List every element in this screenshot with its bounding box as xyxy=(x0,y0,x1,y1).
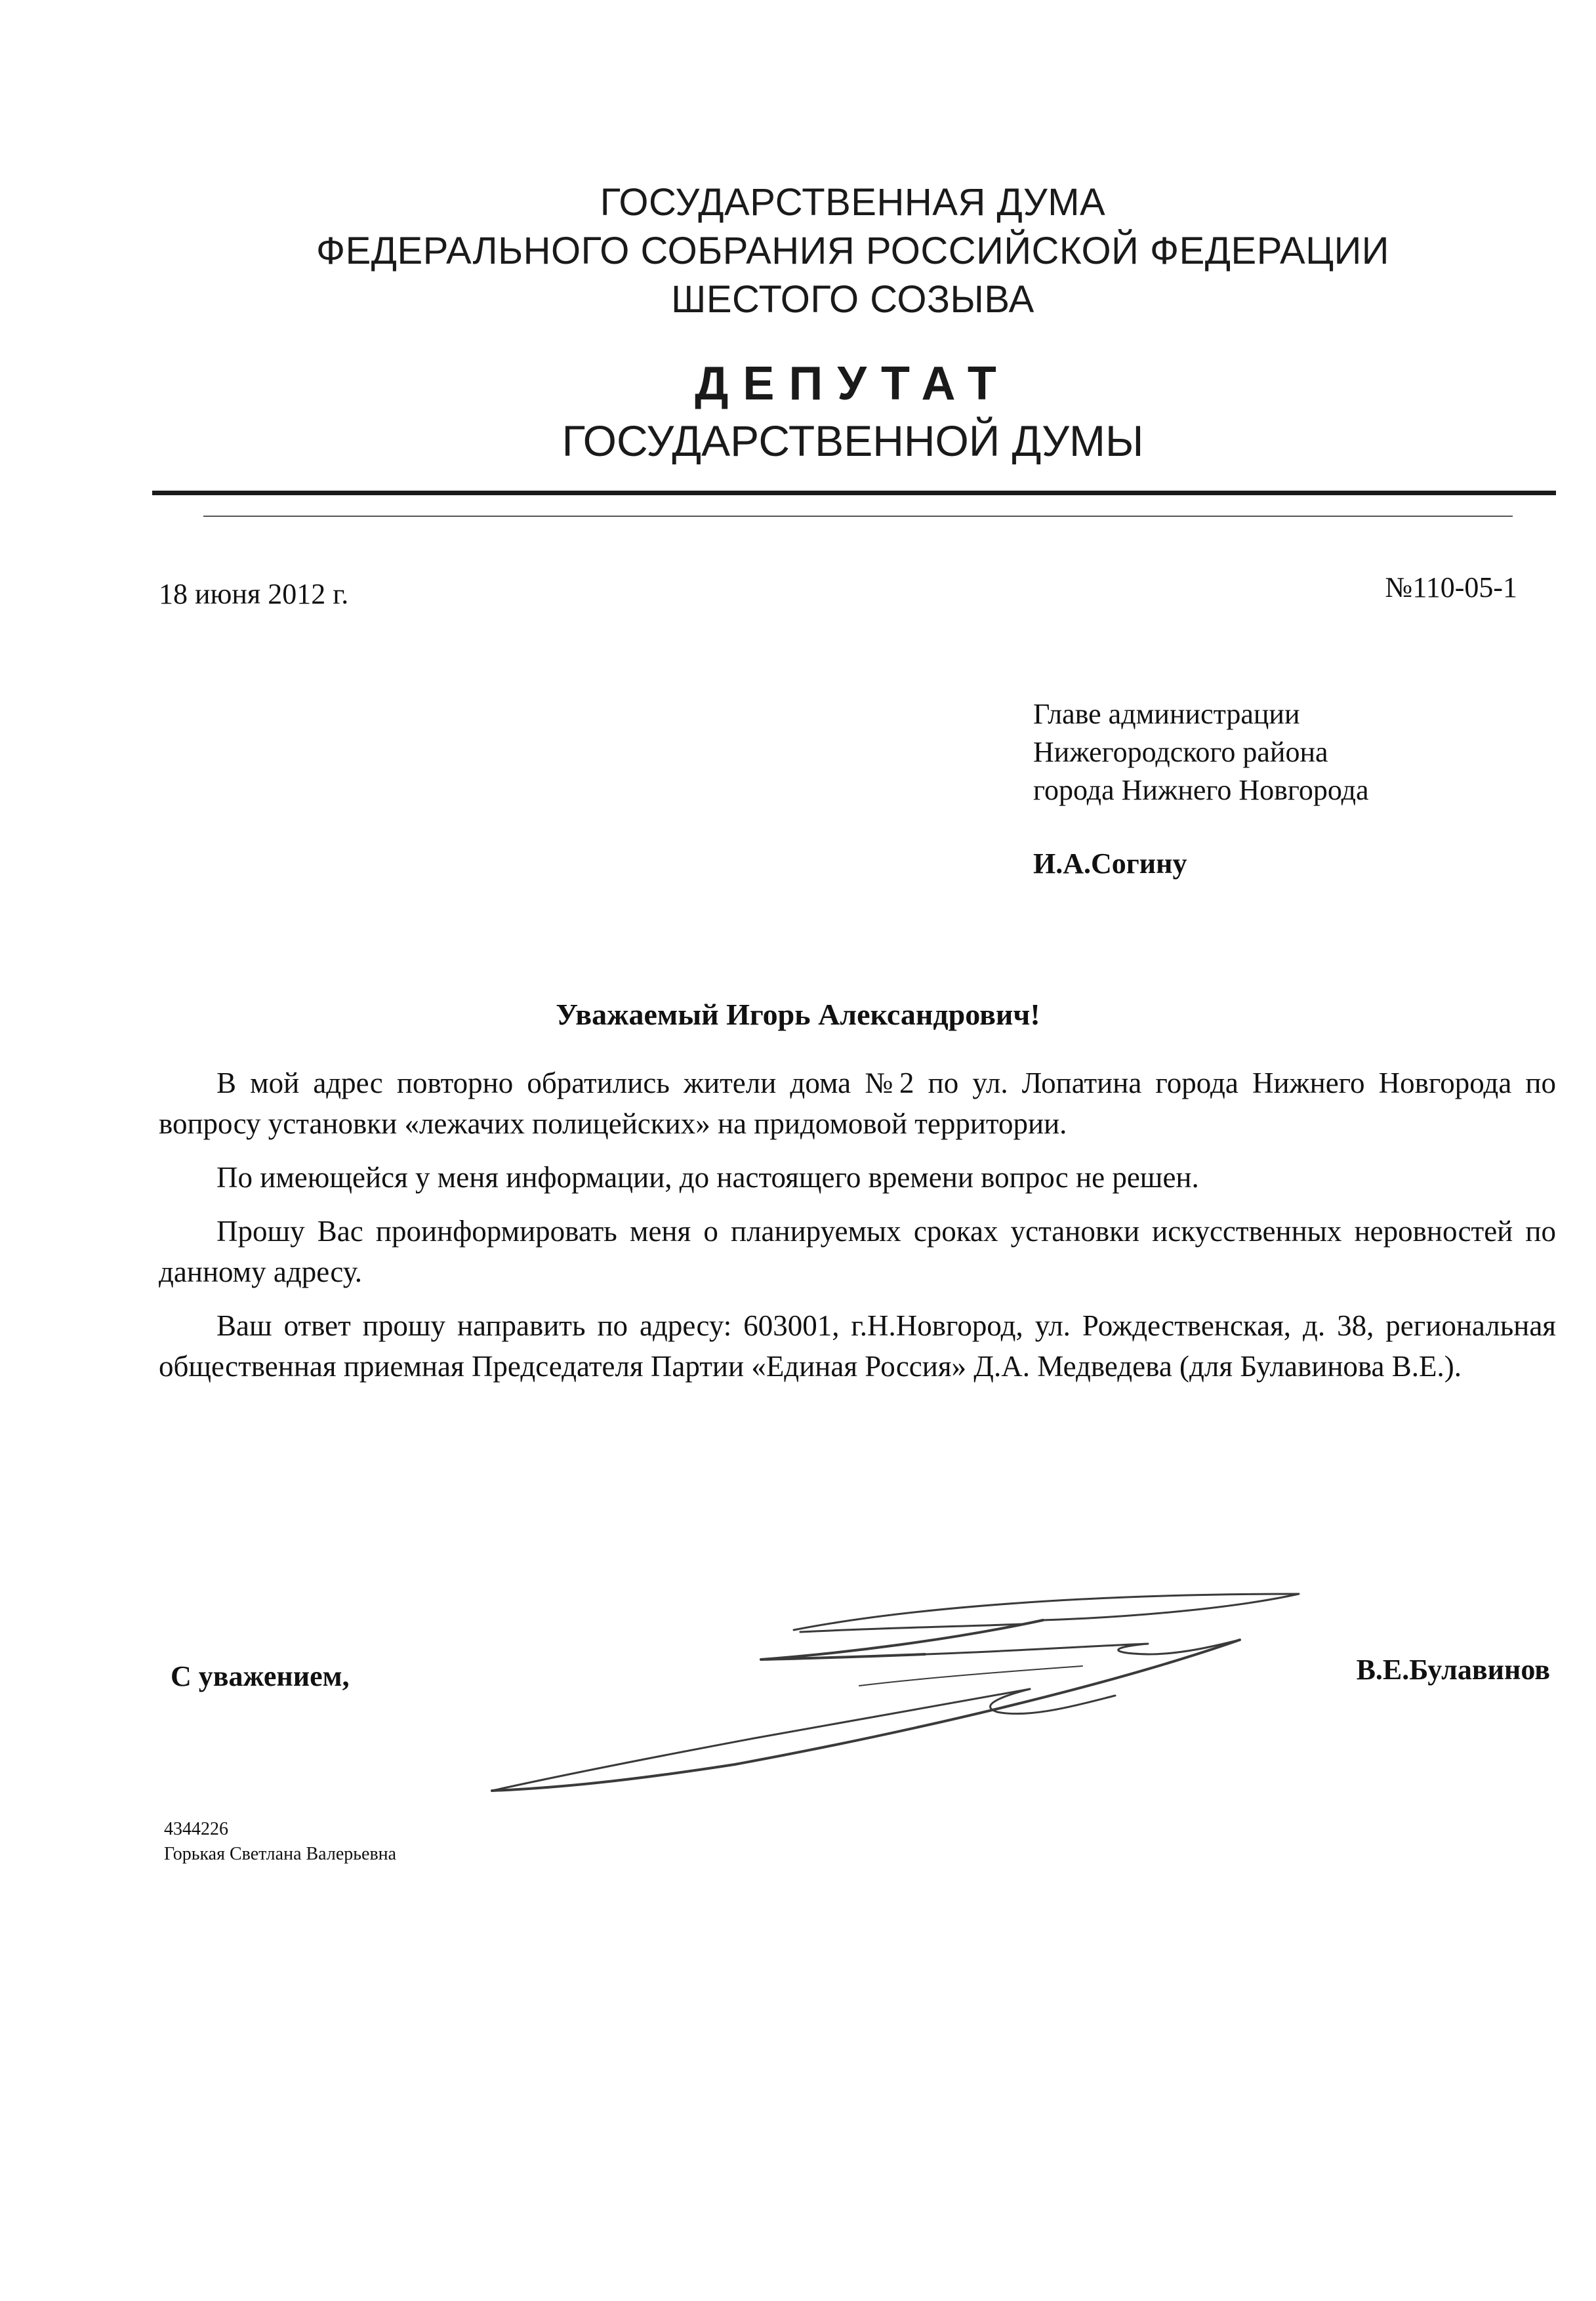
closing-regards: С уважением, xyxy=(171,1660,350,1692)
letterhead-deputy-title: ДЕПУТАТ xyxy=(695,357,1011,410)
letterhead-duma-title: ГОСУДАРСТВЕННОЙ ДУМЫ xyxy=(562,417,1144,465)
letterhead-spacer xyxy=(151,324,1555,354)
executor-name: Горькая Светлана Валерьевна xyxy=(164,1844,397,1864)
letter-number: №110-05-1 xyxy=(1385,571,1517,603)
body-paragraph-2: По имеющейся у меня информации, до настоящего времени вопрос не решен. xyxy=(216,1161,1199,1194)
letterhead-thick-rule xyxy=(152,491,1556,495)
salutation: Уважаемый Игорь Александрович! xyxy=(556,998,1040,1031)
executor-info xyxy=(164,1817,396,1867)
addressee-line-3: города Нижнего Новгорода xyxy=(1033,774,1369,806)
letterhead-line-3: ШЕСТОГО СОЗЫВА xyxy=(671,278,1034,321)
letterhead-line-2: ФЕДЕРАЛЬНОГО СОБРАНИЯ РОССИЙСКОЙ ФЕДЕРАЦИИ xyxy=(316,230,1389,272)
addressee-line-1: Главе администрации xyxy=(1033,698,1300,730)
addressee-block xyxy=(1033,695,1369,883)
body-paragraph-4: Ваш ответ прошу направить по адресу: 603001, г.Н.Новгород, ул. Рождественская, д. 38, региональная общественная приемная Председателя Партии «Единая Россия» Д.А. Медведева (для Булавинова В.Е.). xyxy=(159,1309,1556,1383)
letter-body xyxy=(159,1063,1556,1400)
letterhead-line-1: ГОСУДАРСТВЕННАЯ ДУМА xyxy=(600,181,1106,224)
handwritten-signature xyxy=(453,1581,1312,1797)
letterhead-thin-rule xyxy=(203,516,1513,517)
body-paragraph-3: Прошу Вас проинформировать меня о планируемых сроках установки искусственных неровностей по данному адресу. xyxy=(159,1215,1556,1288)
body-paragraph-1: В мой адрес повторно обратились жители дома №2 по ул. Лопатина города Нижнего Новгорода по вопросу установки «лежачих полицейских» на придомовой территории. xyxy=(159,1067,1556,1140)
addressee-name: И.А.Согину xyxy=(1033,847,1187,880)
letterhead xyxy=(151,178,1555,468)
executor-phone: 4344226 xyxy=(164,1819,228,1839)
addressee-line-2: Нижегородского района xyxy=(1033,736,1328,768)
signer-name: В.Е.Булавинов xyxy=(1356,1654,1550,1686)
letter-date: 18 июня 2012 г. xyxy=(159,578,349,610)
